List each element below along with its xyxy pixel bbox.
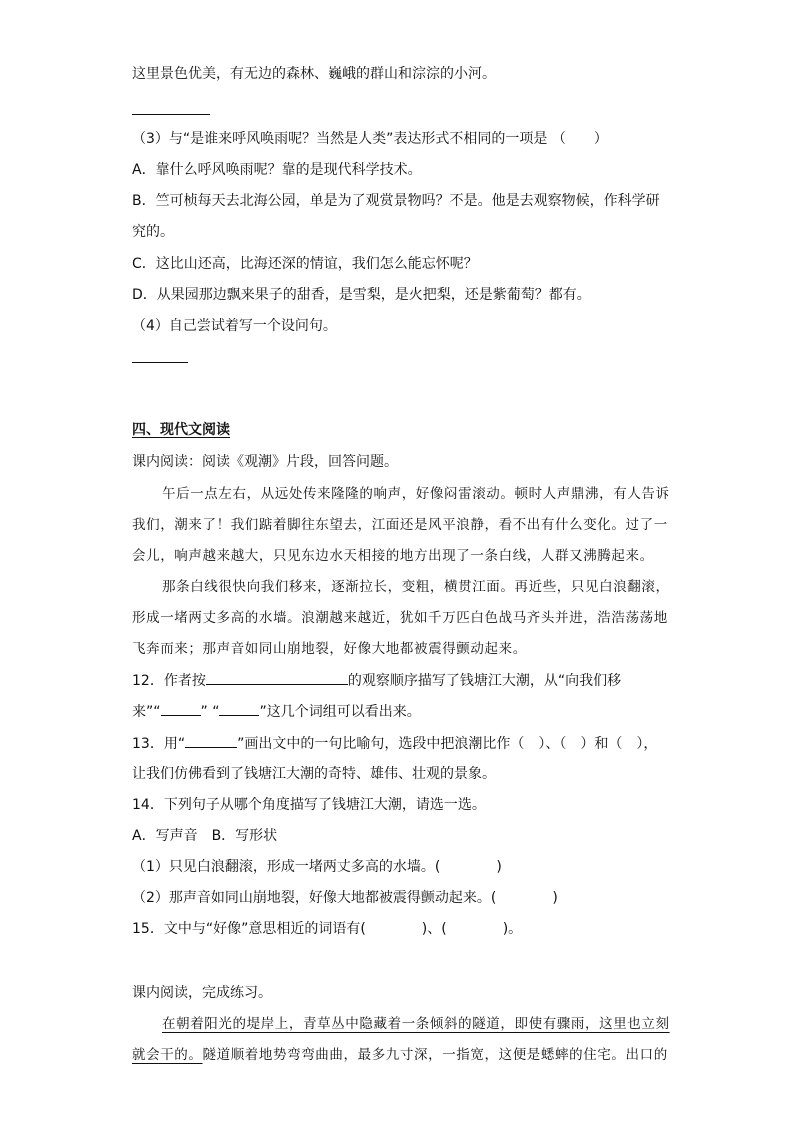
answer-blank-line[interactable] [132, 362, 188, 363]
q3-stem: （3）与“是谁来呼风唤雨呢？当然是人类”表达形式不相同的一项是 （ ） [132, 131, 608, 147]
q3-option-c[interactable]: C．这比山还高，比海还深的情谊，我们怎么能忘怀呢？ [132, 256, 478, 272]
q12-line1: 12．作者按 的观察顺序描写了钱塘江大潮，从“向我们移 [132, 670, 621, 691]
q3-option-b-line2: 究的。 [132, 224, 174, 240]
reading2-intro: 课内阅读，完成练习。 [132, 985, 272, 1001]
q12-blank-order[interactable] [206, 670, 348, 685]
q3-option-b-line1[interactable]: B．竺可桢每天去北海公园，单是为了观赏景物吗？不是。他是去观察物候，作科学研 [132, 193, 660, 209]
passage-line: 我们，潮来了！我们踮着脚往东望去，江面还是风平浪静，看不出有什么变化。过了一 [132, 517, 668, 533]
q12-blank-phrase[interactable] [219, 701, 259, 716]
passage2-line: 就会干的。隧道顺着地势弯弯曲曲，最多九寸深，一指宽，这便是蟋蟀的住宅。出口的 [132, 1047, 668, 1063]
q14-stem: 14．下列句子从哪个角度描写了钱塘江大潮，请选一选。 [132, 797, 486, 813]
q14-sentence-2[interactable]: （2）那声音如同山崩地裂，好像大地都被震得颤动起来。( ) [132, 890, 558, 906]
passage-line: 飞奔而来；那声音如同山崩地裂，好像大地都被震得颤动起来。 [132, 641, 527, 657]
q13-underline-sample [185, 733, 237, 748]
q3-option-a[interactable]: A．靠什么呼风唤雨呢？靠的是现代科学技术。 [132, 162, 422, 178]
q12-line2: 来”“ ” “ ”这几个词组可以看出来。 [132, 701, 421, 722]
q4-prompt: （4）自己尝试着写一个设问句。 [132, 318, 337, 334]
passage-line: 午后一点左右，从远处传来隆隆的响声，好像闷雷滚动。顿时人声鼎沸，有人告诉 [162, 486, 670, 502]
q13-line1: 13．用“ ”画出文中的一句比喻句，选段中把浪潮比作（ ）、（ ）和（ ）， [132, 733, 657, 754]
passage-line: 形成一堵两丈多高的水墙。浪潮越来越近，犹如千万匹白色战马齐头并进，浩浩荡荡地 [132, 610, 668, 626]
reading-intro: 课内阅读：阅读《观潮》片段，回答问题。 [132, 454, 398, 470]
section-title: 四、现代文阅读 [132, 422, 230, 438]
q15-question[interactable]: 15．文中与“好像”意思相近的词语有( )、( )。 [132, 921, 523, 937]
q14-sentence-1[interactable]: （1）只见白浪翻滚，形成一堵两丈多高的水墙。( ) [132, 859, 502, 875]
q13-line2: 让我们仿佛看到了钱塘江大潮的奇特、雄伟、壮观的景象。 [132, 766, 496, 782]
passage-line: 会儿，响声越来越大，只见东边水天相接的地方出现了一条白线，人群又沸腾起来。 [132, 548, 654, 564]
q14-options: A．写声音 B．写形状 [132, 828, 278, 844]
passage-line: 那条白线很快向我们移来，逐渐拉长，变粗，横贯江面。再近些，只见白浪翻滚， [162, 579, 670, 595]
answer-blank-line[interactable] [132, 114, 210, 115]
q3-option-d[interactable]: D．从果园那边飘来果子的甜香，是雪梨，是火把梨，还是紫葡萄？都有。 [132, 287, 591, 303]
q3-context-sentence: 这里景色优美，有无边的森林、巍峨的群山和淙淙的小河。 [132, 66, 496, 82]
q12-blank-phrase[interactable] [161, 701, 201, 716]
passage2-line: 在朝着阳光的堤岸上，青草丛中隐藏着一条倾斜的隧道，即使有骤雨，这里也立刻 [162, 1016, 670, 1032]
